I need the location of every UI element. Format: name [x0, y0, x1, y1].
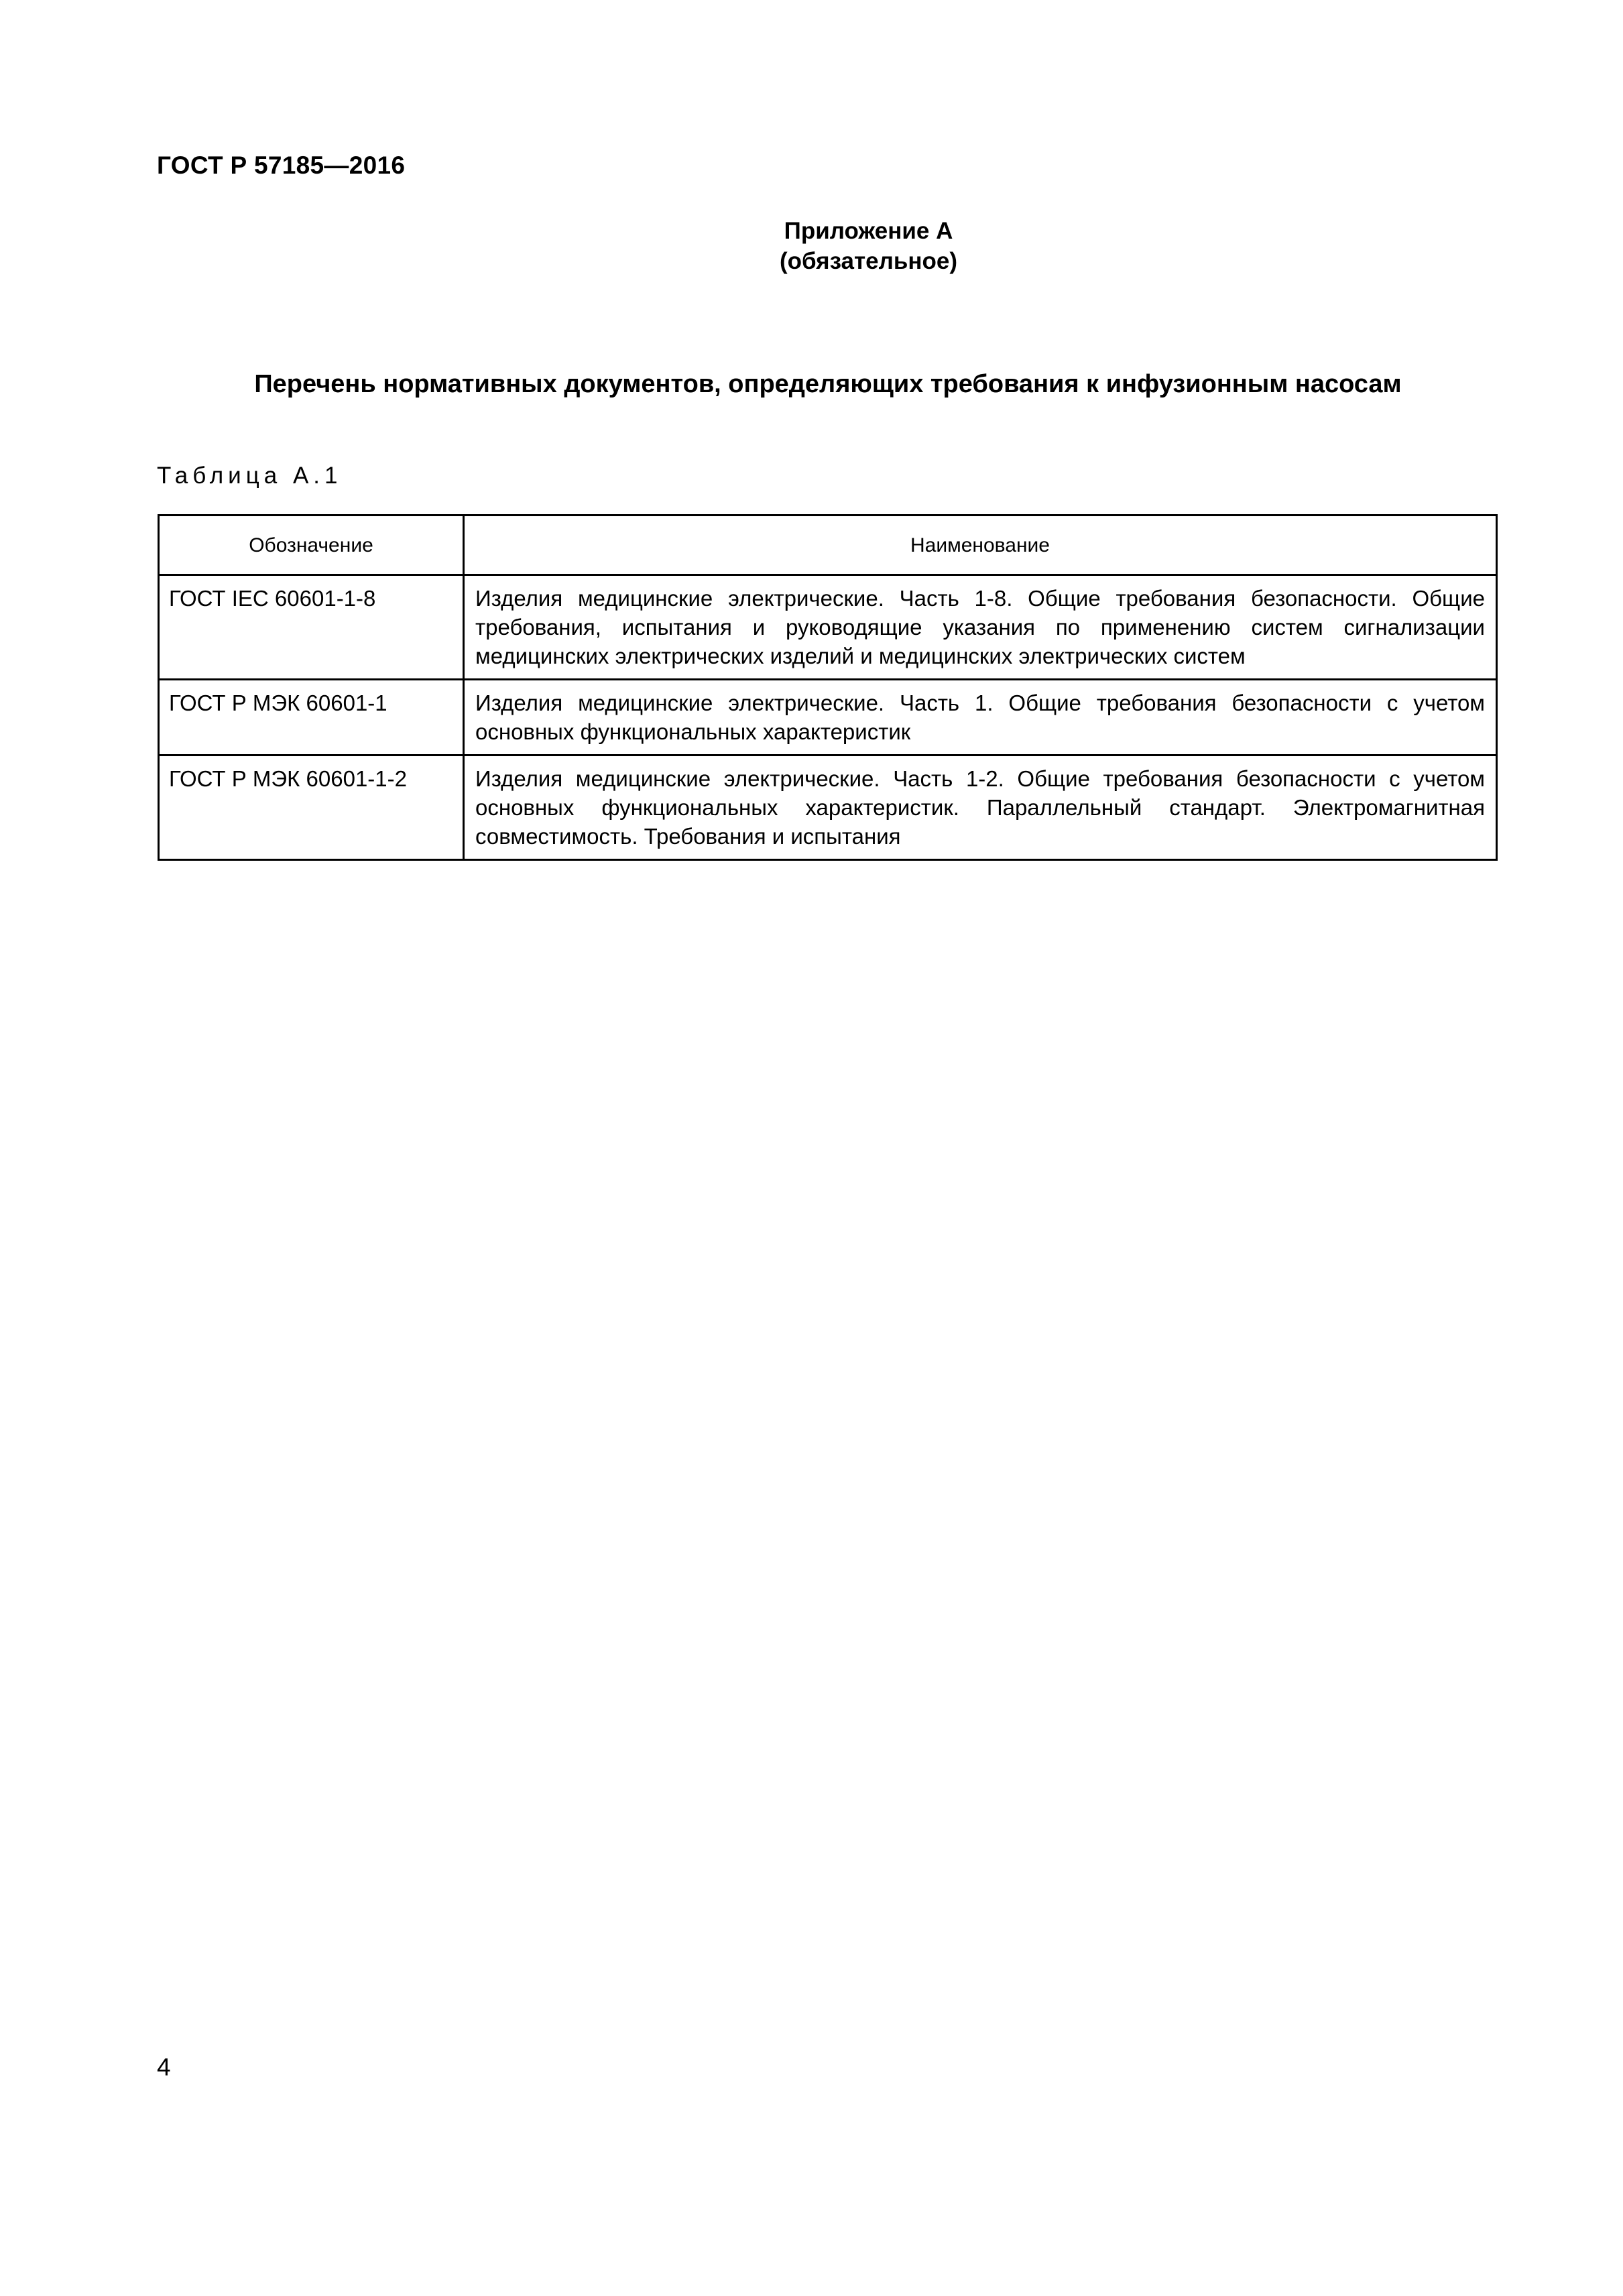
appendix-status: (обязательное): [779, 248, 957, 274]
table-caption: Таблица А.1: [157, 463, 343, 489]
designation-cell: ГОСТ Р МЭК 60601-1: [159, 680, 464, 756]
table-header-row: [159, 516, 1497, 575]
page-number: 4: [157, 2053, 171, 2081]
table-row: [159, 575, 1497, 680]
standards-table: [158, 514, 1498, 861]
appendix-heading: [0, 216, 1623, 276]
name-cell: Изделия медицинские электрические. Часть 1. Общие требования безопасности с учетом основных функциональных характеристик: [464, 680, 1497, 756]
appendix-title: Приложение А: [784, 218, 953, 244]
table-row: [159, 680, 1497, 756]
column-header-designation: Обозначение: [159, 516, 464, 575]
document-code-header: ГОСТ Р 57185—2016: [157, 152, 406, 179]
name-cell: Изделия медицинские электрические. Часть 1-8. Общие требования безопасности. Общие требования, испытания и руководящие указания по применению систем сигнализации медицинских электрических изделий и медицинских электрических систем: [464, 575, 1497, 680]
name-cell: Изделия медицинские электрические. Часть 1-2. Общие требования безопасности с учетом основных функциональных характеристик. Параллельный стандарт. Электромагнитная совместимость. Требования и испытания: [464, 756, 1497, 860]
designation-cell: ГОСТ IEC 60601-1-8: [159, 575, 464, 680]
table-row: [159, 756, 1497, 860]
column-header-name: Наименование: [464, 516, 1497, 575]
designation-cell: ГОСТ Р МЭК 60601-1-2: [159, 756, 464, 860]
section-title: Перечень нормативных документов, определяющих требования к инфузионным насосам: [254, 370, 1402, 398]
